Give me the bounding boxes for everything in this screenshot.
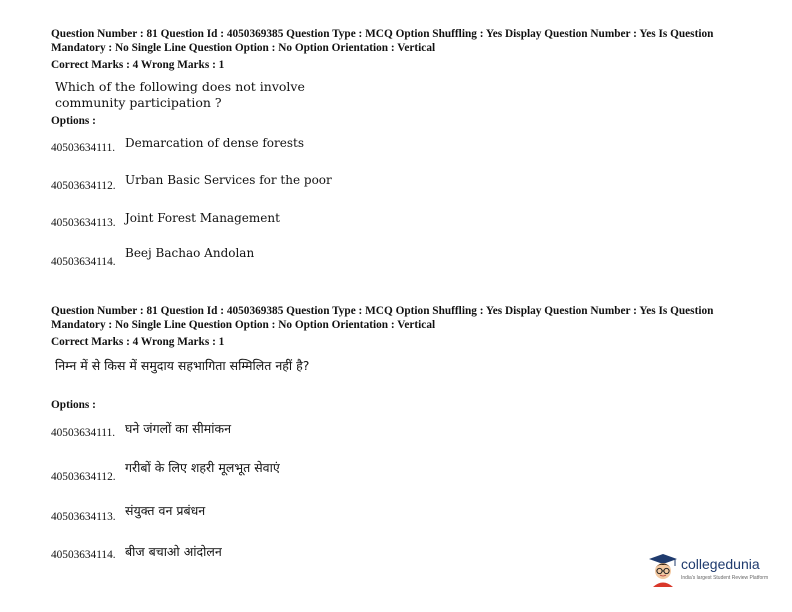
option-text: Urban Basic Services for the poor	[125, 173, 332, 187]
question-meta: Question Number : 81 Question Id : 4050369385 Question Type : MCQ Option Shuffling : Yes Display Question Number : Yes Is Question Mandatory : No Single Line Question Option : No Option Orientation : Vertical	[51, 305, 714, 331]
option-text: संयुक्त वन प्रबंधन	[125, 503, 206, 518]
option-id: 40503634112.	[51, 471, 116, 483]
question-meta: Question Number : 81 Question Id : 4050369385 Question Type : MCQ Option Shuffling : Yes Display Question Number : Yes Is Question Mandatory : No Single Line Question Option : No Option Orientation : Vertical	[51, 28, 714, 54]
collegedunia-logo	[648, 553, 788, 593]
option-id: 40503634111.	[51, 142, 116, 154]
question-text: निम्न में से किस में समुदाय सहभागिता सम्मिलित नहीं है?	[55, 358, 310, 373]
options-label: Options :	[51, 115, 96, 127]
option-text: Demarcation of dense forests	[125, 136, 305, 150]
option-text: घने जंगलों का सीमांकन	[125, 421, 232, 436]
question-text: Which of the following does not involve community participation ?	[55, 79, 305, 110]
option-text: Beej Bachao Andolan	[125, 246, 255, 260]
option-text: गरीबों के लिए शहरी मूलभूत सेवाएं	[125, 460, 280, 475]
option-id: 40503634113.	[51, 217, 116, 229]
student-mascot-icon	[648, 553, 678, 587]
option-id: 40503634112.	[51, 180, 116, 192]
option-text: बीज बचाओ आंदोलन	[125, 544, 222, 559]
options-label: Options :	[51, 399, 96, 411]
brand-name: collegedunia	[681, 556, 760, 572]
option-text: Joint Forest Management	[125, 211, 280, 225]
question-marks: Correct Marks : 4 Wrong Marks : 1	[51, 336, 225, 348]
question-marks: Correct Marks : 4 Wrong Marks : 1	[51, 59, 225, 71]
brand-tagline: India's largest Student Review Platform	[681, 575, 769, 581]
option-id: 40503634111.	[51, 427, 116, 439]
option-id: 40503634113.	[51, 511, 116, 523]
option-id: 40503634114.	[51, 256, 116, 268]
option-id: 40503634114.	[51, 549, 116, 561]
